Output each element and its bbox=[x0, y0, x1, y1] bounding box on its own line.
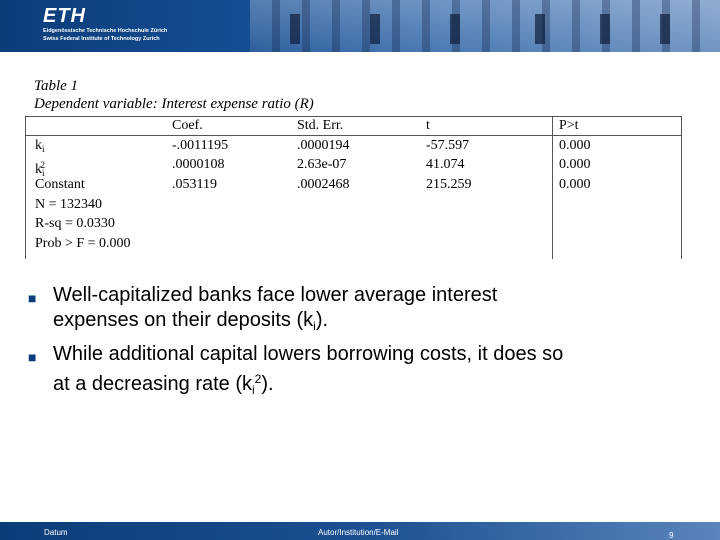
logo-line-2: Swiss Federal Institute of Technology Zurich bbox=[43, 36, 160, 42]
bullet-list bbox=[28, 283, 708, 406]
table-cell: .0000108 bbox=[172, 157, 225, 172]
row-label-sub: i bbox=[42, 168, 45, 178]
regression-table bbox=[25, 116, 682, 259]
bullet-line: While additional capital lowers borrowing costs, it does so bbox=[53, 343, 564, 365]
window-shape bbox=[450, 14, 460, 44]
footer-bar bbox=[0, 522, 720, 540]
table-cell: 215.259 bbox=[426, 177, 472, 192]
window-shape bbox=[535, 14, 545, 44]
table-header-cell: Coef. bbox=[172, 118, 203, 133]
table-header-cell: P>t bbox=[559, 118, 579, 133]
row-label-text: k bbox=[35, 138, 42, 153]
table-divider bbox=[552, 117, 553, 259]
footer-author: Autor/Institution/E-Mail bbox=[318, 528, 399, 537]
table-cell: -.0011195 bbox=[172, 138, 229, 153]
table-cell: 0.000 bbox=[559, 138, 591, 153]
bullet-sub: i bbox=[252, 382, 255, 397]
row-label-text: k bbox=[35, 162, 42, 177]
table-cell: 41.074 bbox=[426, 157, 465, 172]
row-label-sup: 2 bbox=[40, 160, 46, 170]
stat-n: N = 132340 bbox=[35, 197, 103, 212]
table-cell: .0000194 bbox=[297, 138, 350, 153]
bullet-item bbox=[28, 342, 708, 402]
table-caption: Table 1 bbox=[34, 78, 79, 94]
bullet-line: Well-capitalized banks face lower average interest bbox=[53, 284, 498, 306]
bullet-text: ). bbox=[261, 372, 274, 395]
square-bullet-icon: ■ bbox=[28, 349, 37, 365]
window-shape bbox=[660, 14, 670, 44]
building-photo bbox=[250, 0, 720, 52]
table-cell: .0002468 bbox=[297, 177, 350, 192]
stat-probf: Prob > F = 0.000 bbox=[35, 236, 131, 251]
table-divider bbox=[26, 135, 681, 136]
bullet-line bbox=[53, 367, 708, 403]
row-label: Constant bbox=[35, 177, 85, 192]
bullet-text: at a decreasing rate (k bbox=[53, 372, 252, 395]
footer-date: Datum bbox=[44, 528, 68, 537]
table-cell: .053119 bbox=[172, 177, 217, 192]
stat-rsq: R-sq = 0.0330 bbox=[35, 216, 115, 231]
table-header-cell: t bbox=[426, 118, 430, 133]
row-label-sub: i bbox=[42, 144, 45, 154]
bullet-text: expenses on their deposits (k bbox=[53, 308, 314, 331]
table-header-cell: Std. Err. bbox=[297, 118, 344, 133]
table-cell: 0.000 bbox=[559, 157, 591, 172]
row-label bbox=[35, 138, 45, 157]
bullet-sub: i bbox=[313, 318, 316, 333]
window-shape bbox=[600, 14, 610, 44]
table-cell: -57.597 bbox=[426, 138, 470, 153]
logo-line-1: Eidgenössische Technische Hochschule Zürich bbox=[43, 28, 168, 34]
window-shape bbox=[370, 14, 380, 44]
table-cell: 0.000 bbox=[559, 177, 591, 192]
eth-logo: ETH bbox=[43, 5, 86, 27]
page-number: 9 bbox=[669, 531, 674, 540]
window-shape bbox=[290, 14, 300, 44]
header-banner bbox=[0, 0, 720, 52]
bullet-line bbox=[53, 308, 708, 339]
table-cell: 2.63e-07 bbox=[297, 157, 347, 172]
bullet-sup: 2 bbox=[254, 371, 262, 386]
bullet-item bbox=[28, 283, 708, 338]
square-bullet-icon: ■ bbox=[28, 290, 37, 306]
bullet-text: ). bbox=[315, 308, 329, 331]
table-subtitle: Dependent variable: Interest expense ratio (R) bbox=[34, 96, 314, 112]
